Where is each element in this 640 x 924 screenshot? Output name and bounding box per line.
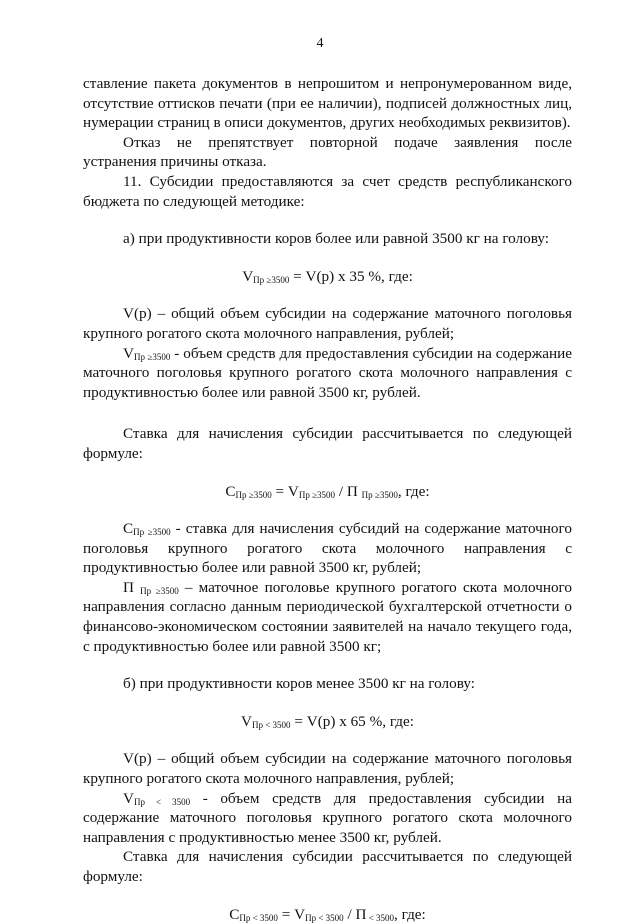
definition-total-volume: V(р) – общий объем субсидии на содержание маточного поголовья крупного рогатого скота молочного направления, рублей; (83, 305, 572, 342)
formula-rate-ge3500: $С_{Пр \ge 3500} = V_{Пр \ge 3500} / П$ $_{Пр \ge 3500}$, где: (225, 482, 430, 500)
formula-volume-ge3500: $V_{Пр \ge 3500} = V(р)$ х 35 %, где: (242, 267, 413, 285)
definition-volume-lt3500: $V_{Пр < 3500}$ - объем средств для предоставления субсидии на содержание маточного поголовья крупного рогатого скота молочного направления с продуктивностью менее 3500 кг, рублей. (83, 789, 573, 846)
page-number: 4 (316, 36, 324, 51)
formula-rate-lt3500: $С_{Пр < 3500} = V_{Пр < 3500} / П$ $_{< 3500}$, где: (229, 905, 426, 923)
definition-rate-ge3500: $С_{Пр \ge 3500}$ - ставка для начисления субсидий на содержание маточного поголовья крупного рогатого скота молочного направления с продуктивностью более или равной 3500 кг, рублей; (83, 520, 572, 577)
paragraph-continuation: ставление пакета документов в непрошитом и непронумерованном виде, отсутствие оттисков печати (при ее наличии), подписей должностных лиц, нумерации страниц в описи документов, других необходимых реквизитов). (83, 75, 572, 132)
paragraph-refusal: Отказ не препятствует повторной подаче заявления после устранения причины отказа. (83, 133, 572, 171)
definition-livestock-ge3500: П $_{Пр \ge 3500}$ – маточное поголовье крупного рогатого скота молочного направления согласно данным периодической бухгалтерской отчетности о финансово-экономическом состоянии заявителей на начало текущего года, с продуктивностью более или равной 3500 кг; (83, 578, 572, 655)
definition-total-volume-b: V(р) – общий объем субсидии на содержание маточного поголовья крупного рогатого скота молочного направления, рублей; (83, 750, 572, 788)
paragraph-rate-intro: Ставка для начисления субсидии рассчитывается по следующей формуле: (83, 425, 572, 462)
formula-volume-lt3500: $V_{Пр < 3500} = V(р)$ х 65 %, где: (241, 712, 414, 730)
paragraph-case-b: б) при продуктивности коров менее 3500 кг на голову: (123, 675, 475, 693)
paragraph-case-a: а) при продуктивности коров более или равной 3500 кг на голову: (123, 230, 549, 248)
paragraph-rate-intro-b: Ставка для начисления субсидии рассчитывается по следующей формуле: (83, 848, 572, 885)
document-body (83, 74, 572, 924)
paragraph-11: 11. Субсидии предоставляются за счет средств республиканского бюджета по следующей методике: (83, 172, 572, 210)
definition-volume-ge3500: $V_{Пр \ge 3500}$ - объем средств для предоставления субсидии на содержание маточного поголовья крупного рогатого скота молочного направления с продуктивностью более или равной 3500 кг, рублей. (83, 344, 572, 401)
